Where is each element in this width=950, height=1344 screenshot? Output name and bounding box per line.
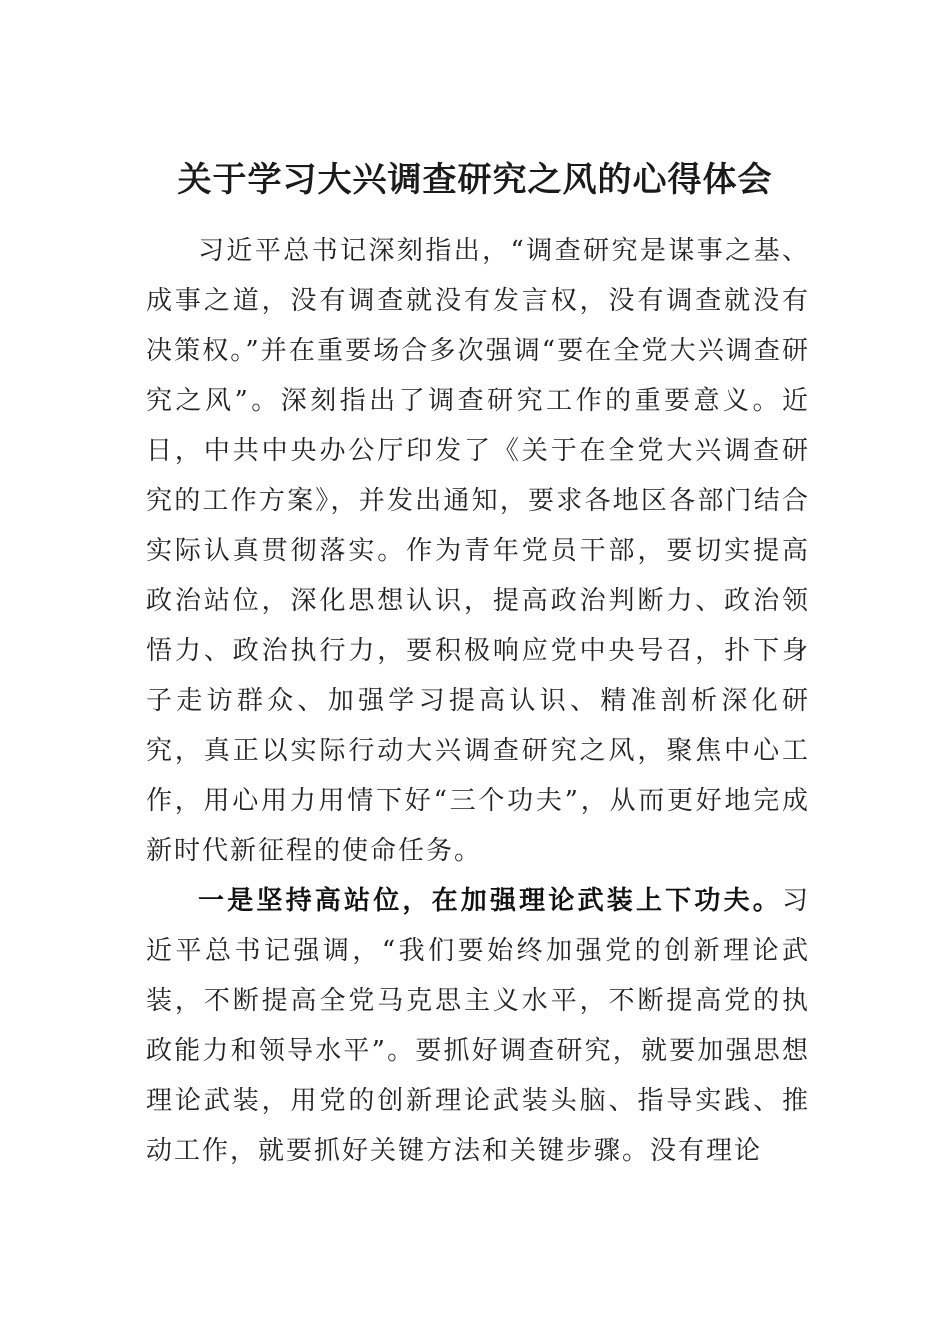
paragraph-intro xyxy=(146,226,810,876)
document-body xyxy=(146,226,810,1176)
paragraph-text: 习近平总书记深刻指出，“调查研究是谋事之基、成事之道，没有调查就没有发言权，没有调查就没有决策权。”并在重要场合多次强调“要在全党大兴调查研究之风”。深刻指出了调查研究工作的重要意义。近日，中共中央办公厅印发了《关于在全党大兴调查研究的工作方案》，并发出通知，要求各地区各部门结合实际认真贯彻落实。作为青年党员干部，要切实提高政治站位，深化思想认识，提高政治判断力、政治领悟力、政治执行力，要积极响应党中央号召，扑下身子走访群众、加强学习提高认识、精准剖析深化研究，真正以实际行动大兴调查研究之风，聚焦中心工作，用心用力用情下好“三个功夫”，从而更好地完成新时代新征程的使命任务。 xyxy=(146,236,810,866)
document-title: 关于学习大兴调查研究之风的心得体会 xyxy=(177,160,773,200)
paragraph-text: 习近平总书记强调，“我们要始终加强党的创新理论武装，不断提高全党马克思主义水平，不断提高党的执政能力和领导水平”。要抓好调查研究，就要加强思想理论武装，用党的创新理论武装头脑、指导实践、推动工作，就要抓好关键方法和关键步骤。没有理论 xyxy=(146,886,810,1166)
paragraph-point-one xyxy=(146,876,810,1176)
paragraph-lead: 一是坚持高站位，在加强理论武装上下功夫。 xyxy=(198,886,782,916)
